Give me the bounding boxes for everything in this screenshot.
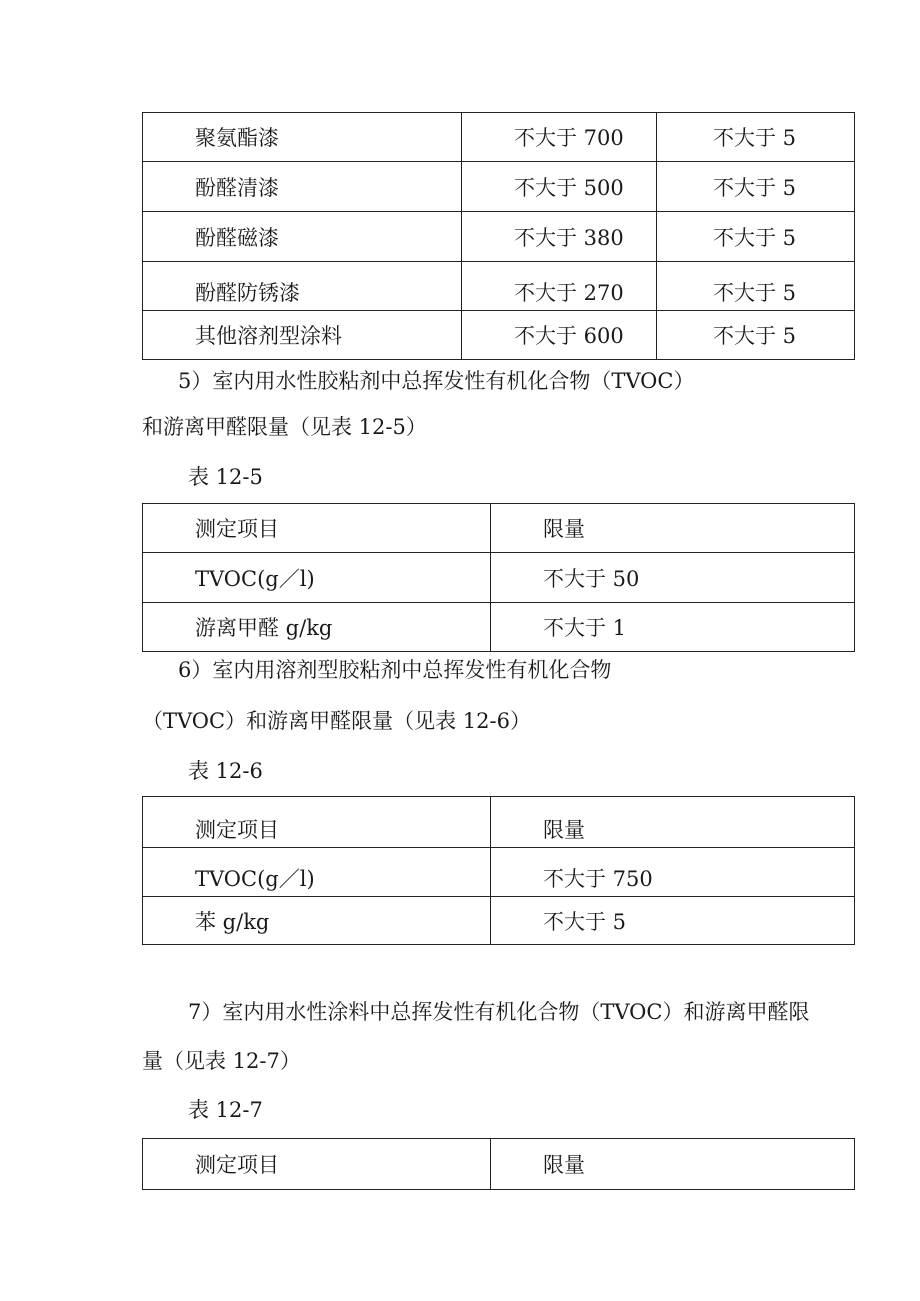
- column-header-limit: 限量: [491, 504, 855, 553]
- section-7-text-line2: 量（见表 12-7）: [142, 1049, 301, 1073]
- item-cell: 游离甲醛 g/kg: [143, 603, 491, 652]
- limit-cell: 不大于 5: [491, 897, 855, 945]
- tvoc-limit-cell: 不大于 600: [462, 311, 657, 360]
- limit-cell: 不大于 750: [491, 848, 855, 897]
- table-row: [143, 162, 855, 212]
- benzene-limit-cell: 不大于 5: [657, 212, 855, 262]
- benzene-limit-cell: 不大于 5: [657, 162, 855, 212]
- table-row: [143, 897, 855, 945]
- item-cell: TVOC(g／l): [143, 848, 491, 897]
- tvoc-limit-cell: 不大于 270: [462, 262, 657, 311]
- table-header-row: [143, 797, 855, 848]
- benzene-limit-cell: 不大于 5: [657, 113, 855, 162]
- column-header-item: 测定项目: [143, 797, 491, 848]
- column-header-item: 测定项目: [143, 504, 491, 553]
- table-header-row: [143, 504, 855, 553]
- coating-name-cell: 酚醛清漆: [143, 162, 462, 212]
- table-row: [143, 212, 855, 262]
- table-row: [143, 262, 855, 311]
- table-12-5: [142, 503, 855, 652]
- tvoc-limit-cell: 不大于 380: [462, 212, 657, 262]
- limit-cell: 不大于 50: [491, 553, 855, 603]
- benzene-limit-cell: 不大于 5: [657, 311, 855, 360]
- table-12-7: [142, 1138, 855, 1190]
- table-12-6-caption: 表 12-6: [188, 759, 263, 783]
- section-6-text-line1: 6）室内用溶剂型胶粘剂中总挥发性有机化合物: [178, 658, 612, 682]
- table-12-5-caption: 表 12-5: [188, 465, 263, 489]
- column-header-limit: 限量: [491, 797, 855, 848]
- coating-name-cell: 酚醛磁漆: [143, 212, 462, 262]
- coating-name-cell: 其他溶剂型涂料: [143, 311, 462, 360]
- table-row: [143, 311, 855, 360]
- table-header-row: [143, 1139, 855, 1190]
- table-row: [143, 848, 855, 897]
- table-row: [143, 603, 855, 652]
- table-12-6: [142, 796, 855, 945]
- table-row: [143, 113, 855, 162]
- section-5-text-line2: 和游离甲醛限量（见表 12-5）: [142, 415, 427, 439]
- table-12-7-caption: 表 12-7: [188, 1098, 263, 1122]
- coating-name-cell: 聚氨酯漆: [143, 113, 462, 162]
- column-header-limit: 限量: [491, 1139, 855, 1190]
- section-6-text-line2: （TVOC）和游离甲醛限量（见表 12-6）: [142, 709, 531, 733]
- tvoc-limit-cell: 不大于 500: [462, 162, 657, 212]
- benzene-limit-cell: 不大于 5: [657, 262, 855, 311]
- tvoc-limit-cell: 不大于 700: [462, 113, 657, 162]
- item-cell: 苯 g/kg: [143, 897, 491, 945]
- table-row: [143, 553, 855, 603]
- column-header-item: 测定项目: [143, 1139, 491, 1190]
- section-5-text-line1: 5）室内用水性胶粘剂中总挥发性有机化合物（TVOC）: [178, 369, 695, 393]
- item-cell: TVOC(g／l): [143, 553, 491, 603]
- limit-cell: 不大于 1: [491, 603, 855, 652]
- coating-name-cell: 酚醛防锈漆: [143, 262, 462, 311]
- section-7-text-line1: 7）室内用水性涂料中总挥发性有机化合物（TVOC）和游离甲醛限: [188, 1000, 810, 1024]
- solvent-coating-limits-table: [142, 112, 855, 360]
